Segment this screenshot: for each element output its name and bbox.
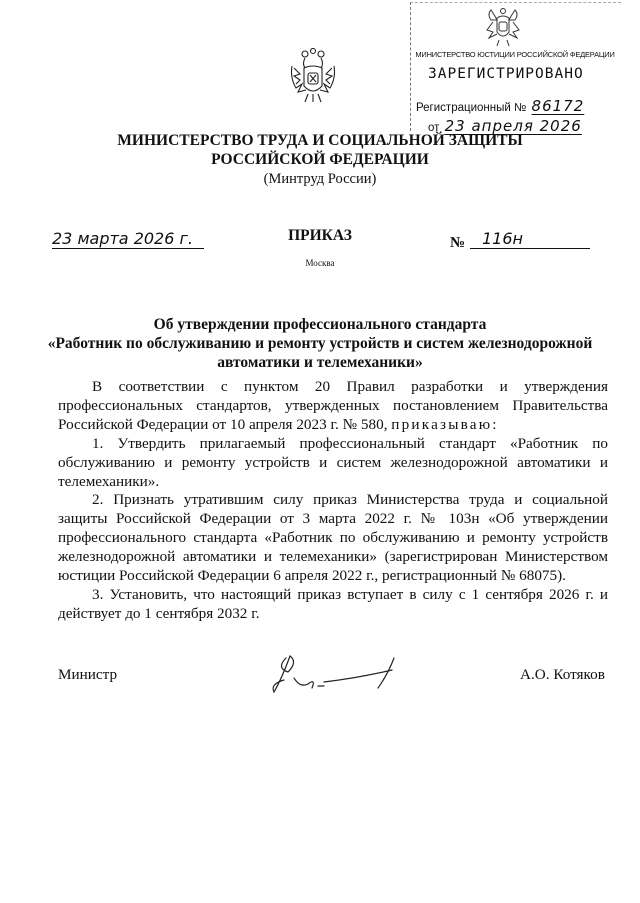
intro-text: В соответствии с пунктом 20 Правил разработки и утверждения профессиональных стандартов, утвержденных постановлением Правительства Российской Федерации от 10 апреля 2023 г. № 580,	[58, 378, 608, 433]
signatory-name: А.О. Котяков	[520, 666, 605, 683]
intro-paragraph	[58, 378, 608, 435]
order-number: 116н	[470, 230, 590, 249]
order-word: приказываю:	[391, 415, 499, 433]
signatory-title: Министр	[58, 666, 118, 683]
order-subject-line1: Об утверждении профессионального стандарта	[153, 316, 487, 333]
item-1: 1. Утвердить прилагаемый профессиональный стандарт «Работник по обслуживанию и ремонту устройств и систем железнодорожной автоматики и телемеханики».	[58, 434, 608, 490]
ministry-short-name: (Минтруд России)	[263, 171, 377, 187]
item-2: 2. Признать утратившим силу приказ Министерства труда и социальной защиты Российской Федерации от 3 марта 2022 г. № 103н «Об утверждении профессионального стандарта «Работник по обслуживанию и ремонту устройств железнодорожной автоматики и телемеханики» (зарегистрирован Министерством юстиции Российской Федерации 6 апреля 2022 г., регистрационный № 68075).	[58, 491, 608, 585]
order-date: 23 марта 2026 г.	[52, 230, 204, 249]
order-subject-line3: автоматики и телемеханики»	[217, 354, 423, 371]
stamp-date: 23 апреля 2026	[444, 117, 582, 135]
ministry-name-line1: МИНИСТЕРСТВО ТРУДА И СОЦИАЛЬНОЙ ЗАЩИТЫ	[117, 132, 523, 149]
coat-of-arms-icon	[288, 48, 338, 104]
order-number-label: №	[450, 235, 466, 251]
order-city: Москва	[305, 258, 335, 268]
signature-icon	[228, 648, 408, 700]
stamp-reg-number-line	[416, 97, 586, 115]
stamp-ministry: МИНИСТЕРСТВО ЮСТИЦИИ РОССИЙСКОЙ ФЕДЕРАЦИИ	[415, 50, 615, 59]
ministry-name-line2: РОССИЙСКОЙ ФЕДЕРАЦИИ	[211, 151, 429, 168]
stamp-emblem-icon	[483, 6, 523, 48]
order-body	[58, 378, 608, 624]
stamp-reg-label: Регистрационный №	[416, 102, 527, 114]
order-subject-line2: «Работник по обслуживанию и ремонту устройств и систем железнодорожной	[47, 335, 593, 352]
stamp-reg-number: 86172	[531, 97, 585, 115]
stamp-date-label: от	[428, 122, 440, 134]
item-3: 3. Установить, что настоящий приказ вступает в силу с 1 сентября 2026 г. и действует до 1 сентября 2032 г.	[58, 585, 608, 622]
order-title: ПРИКАЗ	[288, 227, 352, 244]
stamp-registered: ЗАРЕГИСТРИРОВАНО	[428, 66, 584, 82]
